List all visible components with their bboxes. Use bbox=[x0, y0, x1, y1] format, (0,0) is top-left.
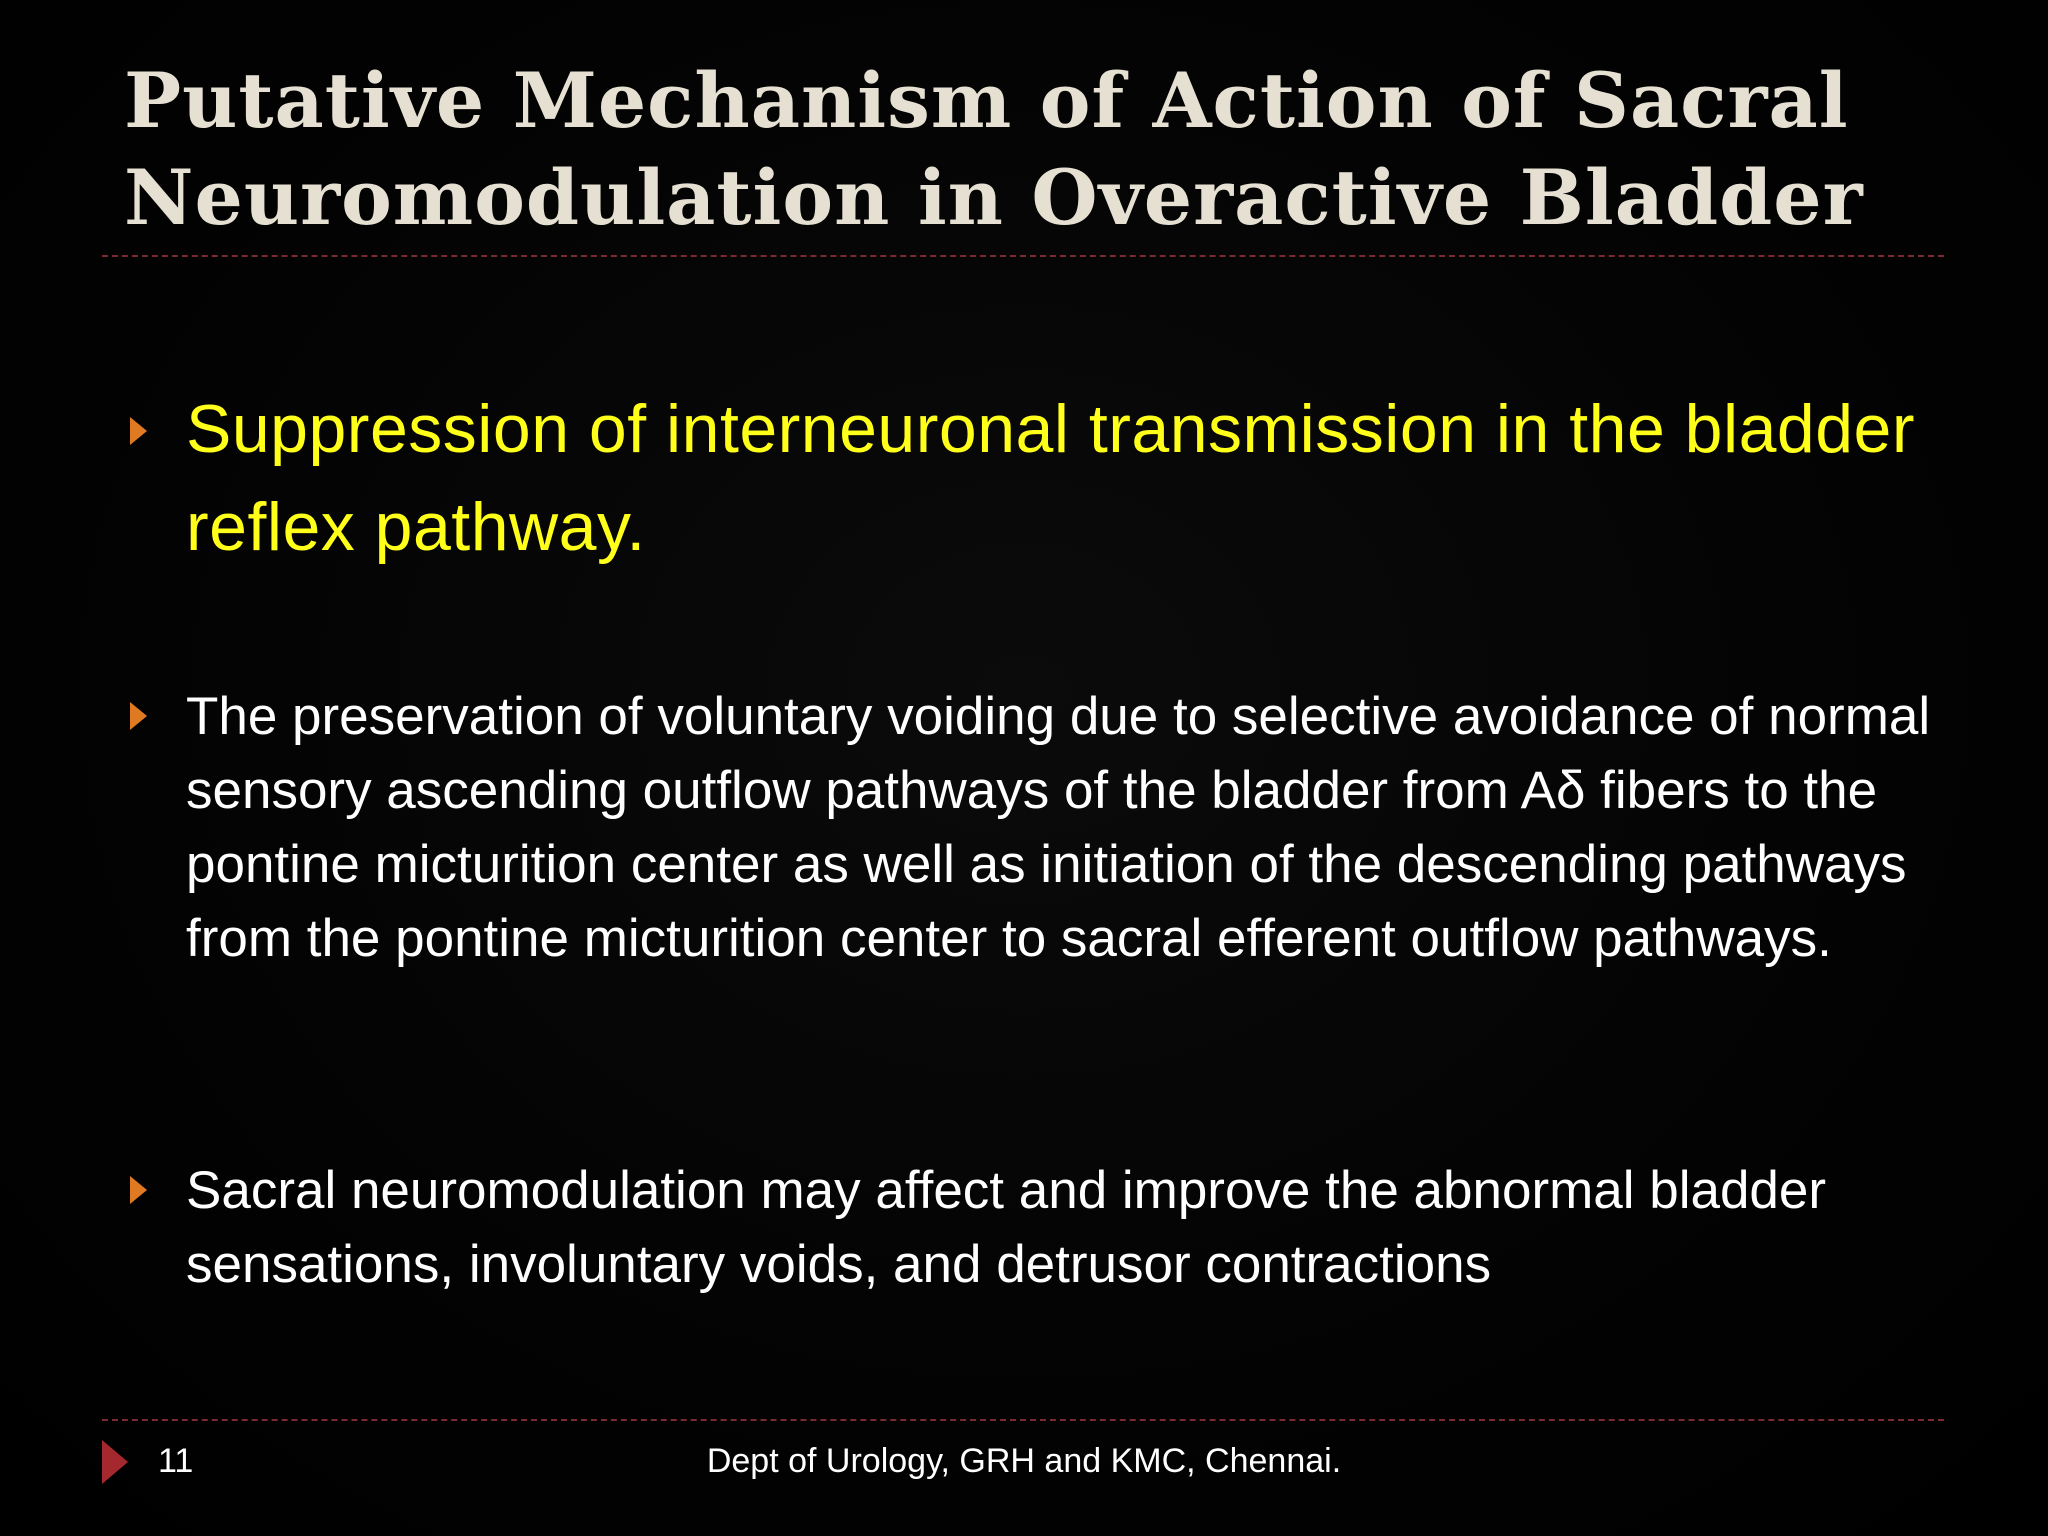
bullet-item-2 bbox=[186, 680, 2016, 976]
slide-title bbox=[124, 52, 1924, 246]
bullet-text-1: Suppression of interneuronal transmission in the bladder reflex pathway. bbox=[186, 391, 1915, 565]
slide-number: 11 bbox=[158, 1442, 194, 1480]
bullet-item-1 bbox=[186, 380, 2016, 576]
footer-text: Dept of Urology, GRH and KMC, Chennai. bbox=[706, 1442, 1342, 1480]
bullet-text-2: The preservation of voluntary voiding due to selective avoidance of normal sensory ascending outflow pathways of the bladder from Aδ fibers to the pontine micturition center as well as initiation of the descending pathways from the pontine micturition center to sacral efferent outflow pathways. bbox=[186, 687, 1931, 968]
bullet-item-3 bbox=[186, 1154, 2016, 1302]
slide-title-line-2: Neuromodulation in Overactive Bladder bbox=[124, 153, 1864, 242]
triangle-right-icon bbox=[130, 702, 147, 730]
bullet-text-3: Sacral neuromodulation may affect and improve the abnormal bladder sensations, involuntary voids, and detrusor contractions bbox=[186, 1161, 1827, 1294]
title-divider bbox=[102, 255, 1944, 257]
triangle-right-icon bbox=[130, 1176, 147, 1204]
slide-title-line-1: Putative Mechanism of Action of Sacral bbox=[124, 56, 1849, 145]
triangle-right-icon bbox=[130, 417, 147, 445]
footer-divider bbox=[102, 1419, 1944, 1421]
